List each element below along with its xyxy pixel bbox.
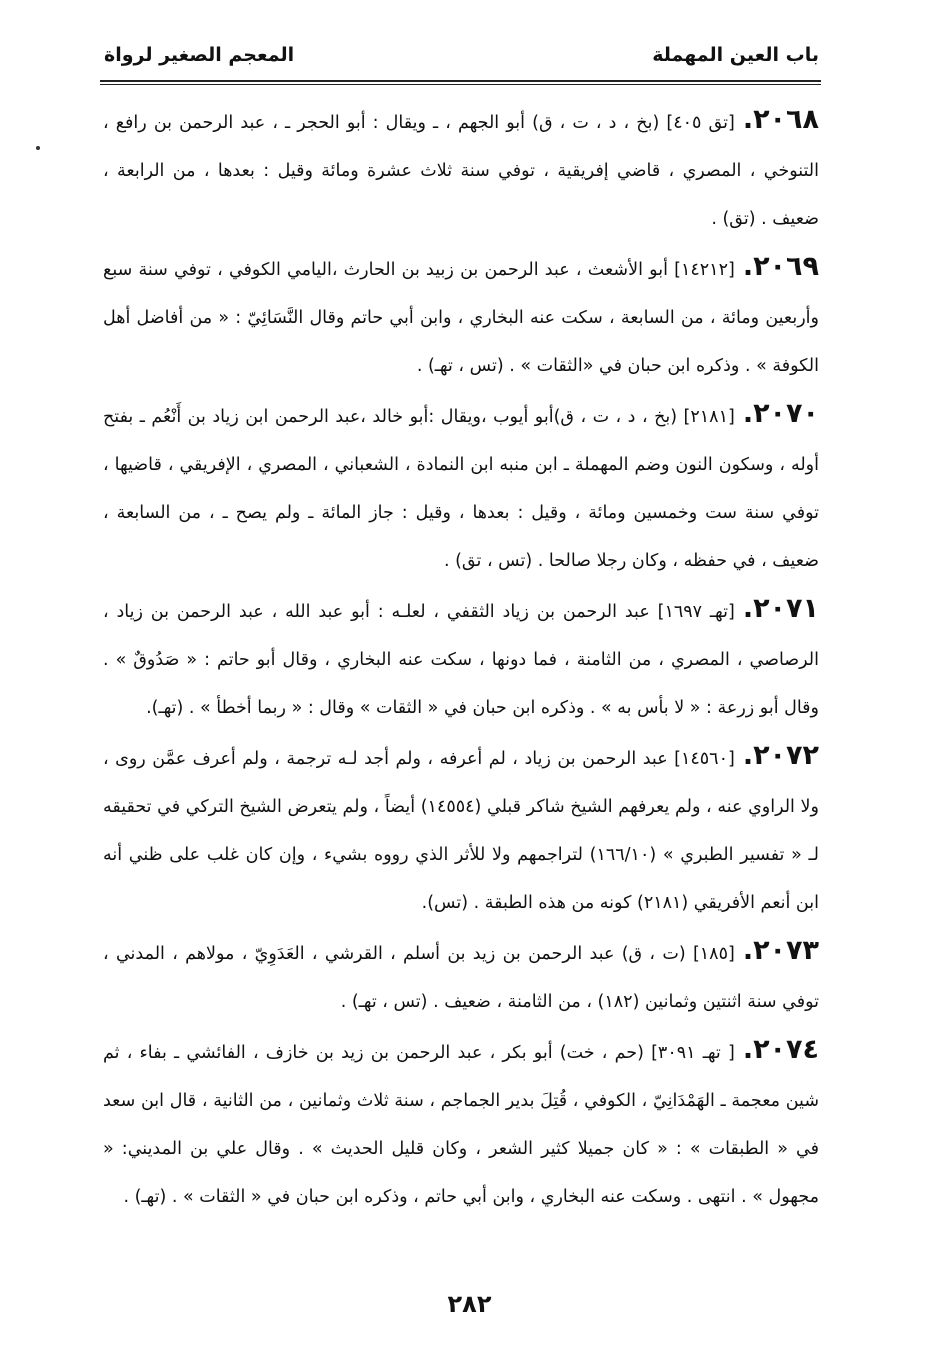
entry-text: [تق ٤٠٥] (بخ ، د ، ت ، ق) أبو الجهم ، ـ ويقال : أبو الحجر ـ ، عبد الرحمن بن رافع ، التنوخي ، المصري ، قاضي إفريقية ، توفي سنة ثلاث عشرة ومائة وقيل : بعدها ، من الرابعة ، ضعيف . (تق) . bbox=[103, 113, 819, 229]
entry-number: ٢٠٧٠. bbox=[742, 398, 819, 429]
entry-text: [١٤٢١٢] أبو الأشعث ، عبد الرحمن بن زبيد بن الحارث ،اليامي الكوفي ، توفي سنة سبع وأربعين ومائة ، من السابعة ، سكت عنه البخاري ، وابن أبي حاتم وقال النَّسَائِيّ : « من أفاضل أهل الكوفة » . وذكره ابن حبان في «الثقات » . (تس ، تهـ) . bbox=[103, 260, 819, 376]
entry-text: [١٨٥] (ت ، ق) عبد الرحمن بن زيد بن أسلم ، القرشي ، العَدَوِيّ ، مولاهم ، المدني ، توفي سنة اثنتين وثمانين (١٨٢) ، من الثامنة ، ضعيف . (تس ، تهـ) . bbox=[103, 944, 819, 1012]
entry-number: ٢٠٧٢. bbox=[742, 740, 819, 771]
entry-2068 bbox=[103, 96, 819, 243]
chapter-title: باب العين المهملة bbox=[652, 44, 819, 66]
entry-2073 bbox=[103, 927, 819, 1026]
entry-2071 bbox=[103, 585, 819, 732]
entry-2074 bbox=[103, 1026, 819, 1221]
margin-dot bbox=[36, 146, 40, 150]
entry-2072 bbox=[103, 732, 819, 927]
entry-2069 bbox=[103, 243, 819, 390]
header-rule bbox=[100, 80, 821, 85]
entry-text: [ تهـ ٣٠٩١] (حم ، خت) أبو بكر ، عبد الرحمن بن زيد بن خازف ، الفائشي ـ بفاء ، ثم شين معجمة ـ الهَمْدَانِيّ ، الكوفي ، قُتِلَ بدير الجماجم ، سنة ثلاث وثمانين ، من الثانية ، قال ابن سعد في « الطبقات » : « كان جميلا كثير الشعر ، وكان قليل الحديث » . وقال علي بن المديني: « مجهول » . انتهى . وسكت عنه البخاري ، وابن أبي حاتم ، وذكره ابن حبان في « الثقات » . (تهـ) . bbox=[103, 1043, 819, 1207]
entry-2070 bbox=[103, 390, 819, 585]
entry-number: ٢٠٧١. bbox=[742, 593, 819, 624]
entry-number: ٢٠٧٤. bbox=[742, 1034, 819, 1065]
running-header bbox=[104, 44, 819, 74]
book-title: المعجم الصغير لرواة bbox=[104, 44, 295, 66]
entry-number: ٢٠٦٨. bbox=[742, 104, 819, 135]
page-number: ٢٨٢ bbox=[447, 1290, 492, 1318]
entry-text: [تهـ ١٦٩٧] عبد الرحمن بن زياد الثقفي ، لعلـه : أبو عبد الله ، عبد الرحمن بن زياد ، الرصاصي ، المصري ، من الثامنة ، فما دونها ، سكت عنه البخاري ، وقال أبو حاتم : « صَدُوقٌ » . وقال أبو زرعة : « لا بأس به » . وذكره ابن حبان في « الثقات » وقال : « ربما أخطأ » . (تهـ). bbox=[103, 602, 819, 718]
entry-number: ٢٠٧٣. bbox=[742, 935, 819, 966]
entry-text: [٢١٨١] (بخ ، د ، ت ، ق)أبو أيوب ،ويقال :أبو خالد ،عبد الرحمن ابن زياد بن أَنْعُم ـ بفتح أوله ، وسكون النون وضم المهملة ـ ابن منبه ابن النمادة ، الشعباني ، المصري ، الإفريقي ، قاضيها ، توفي سنة ست وخمسين ومائة ، وقيل : بعدها ، وقيل : جاز المائة ـ ولم يصح ـ ، من السابعة ، ضعيف ، في حفظه ، وكان رجلا صالحا . (تس ، تق) . bbox=[103, 407, 819, 571]
entry-number: ٢٠٦٩. bbox=[742, 251, 819, 282]
entry-text: [١٤٥٦٠] عبد الرحمن بن زياد ، لم أعرفه ، ولم أجد لـه ترجمة ، ولم أعرف عمَّن روى ، ولا الراوي عنه ، ولم يعرفهم الشيخ شاكر قبلي (١٤٥٥٤) أيضاً ، ولم يتعرض الشيخ التركي في تحقيقه لـ « تفسير الطبري » (١٦٦/١٠) لتراجمهم ولا للأثر الذي رووه بشيء ، وإن كان غلب على ظني أنه ابن أنعم الأفريقي (٢١٨١) كونه من هذه الطبقة . (تس). bbox=[103, 749, 819, 913]
entries-list bbox=[103, 96, 819, 1221]
